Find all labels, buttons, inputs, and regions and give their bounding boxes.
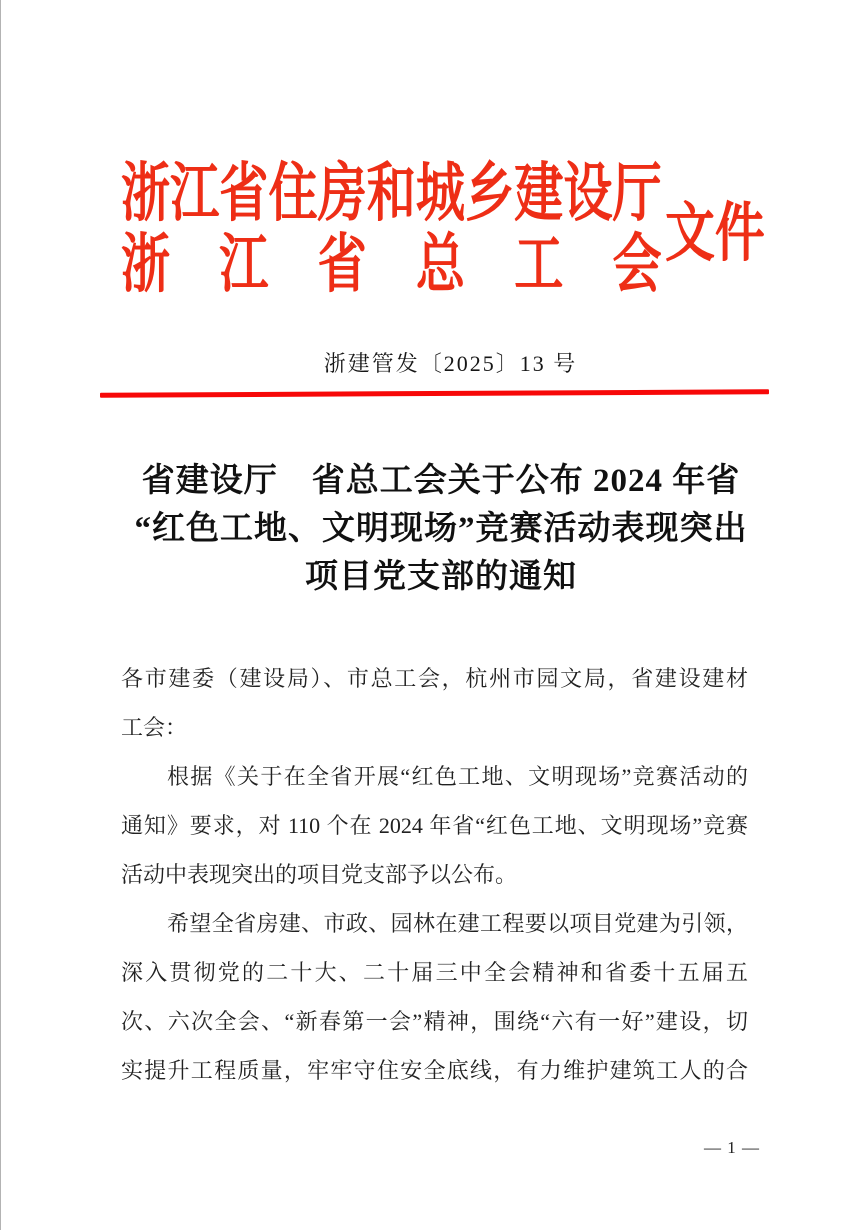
body-line: 各市建委（建设局）、市总工会，杭州市园文局，省建设建材 [121, 666, 748, 691]
body-line: 实提升工程质量，牢牢守住安全底线，有力维护建筑工人的合 [121, 1058, 748, 1083]
doc-body [121, 654, 748, 1095]
doc-number: 浙建管发〔2025〕13 号 [323, 351, 578, 376]
body-line: 深入贯彻党的二十大、二十届三中全会精神和省委十五届五 [121, 960, 748, 985]
org-name-line1: 浙江省住房和城乡建设厅 [121, 158, 662, 229]
doc-title-line-3: 项目党支部的通知 [305, 559, 577, 595]
doc-title [58, 457, 824, 601]
org-name-line2 [121, 229, 662, 300]
org-name-char: 省 [317, 229, 367, 300]
body-line: 希望全省房建、市政、园林在建工程要以项目党建为引领， [167, 911, 748, 936]
org-name-char: 浙 [121, 229, 171, 300]
org-name-char: 江 [219, 229, 269, 300]
body-line: 活动中表现突出的项目党支部予以公布。 [121, 862, 518, 887]
org-name-char: 总 [415, 229, 466, 300]
body-line: 通知》要求，对 110 个在 2024 年省“红色工地、文明现场”竞赛 [121, 813, 748, 838]
doc-marker-label: 文件 [665, 198, 765, 269]
red-divider-line [100, 389, 769, 397]
org-name-char: 工 [514, 229, 564, 300]
page-number: — 1 — [704, 1138, 760, 1157]
doc-title-line-1: 省建设厅 省总工会关于公布 2024 年省 [141, 463, 741, 499]
body-line: 次、六次全会、“新春第一会”精神，围绕“六有一好”建设，切 [121, 1009, 748, 1034]
body-line: 工会： [121, 715, 188, 740]
letterhead [121, 158, 662, 300]
org-name-char: 会 [612, 229, 662, 300]
doc-title-line-2: “红色工地、文明现场”竞赛活动表现突出 [134, 511, 748, 547]
body-line: 根据《关于在全省开展“红色工地、文明现场”竞赛活动的 [167, 764, 748, 789]
